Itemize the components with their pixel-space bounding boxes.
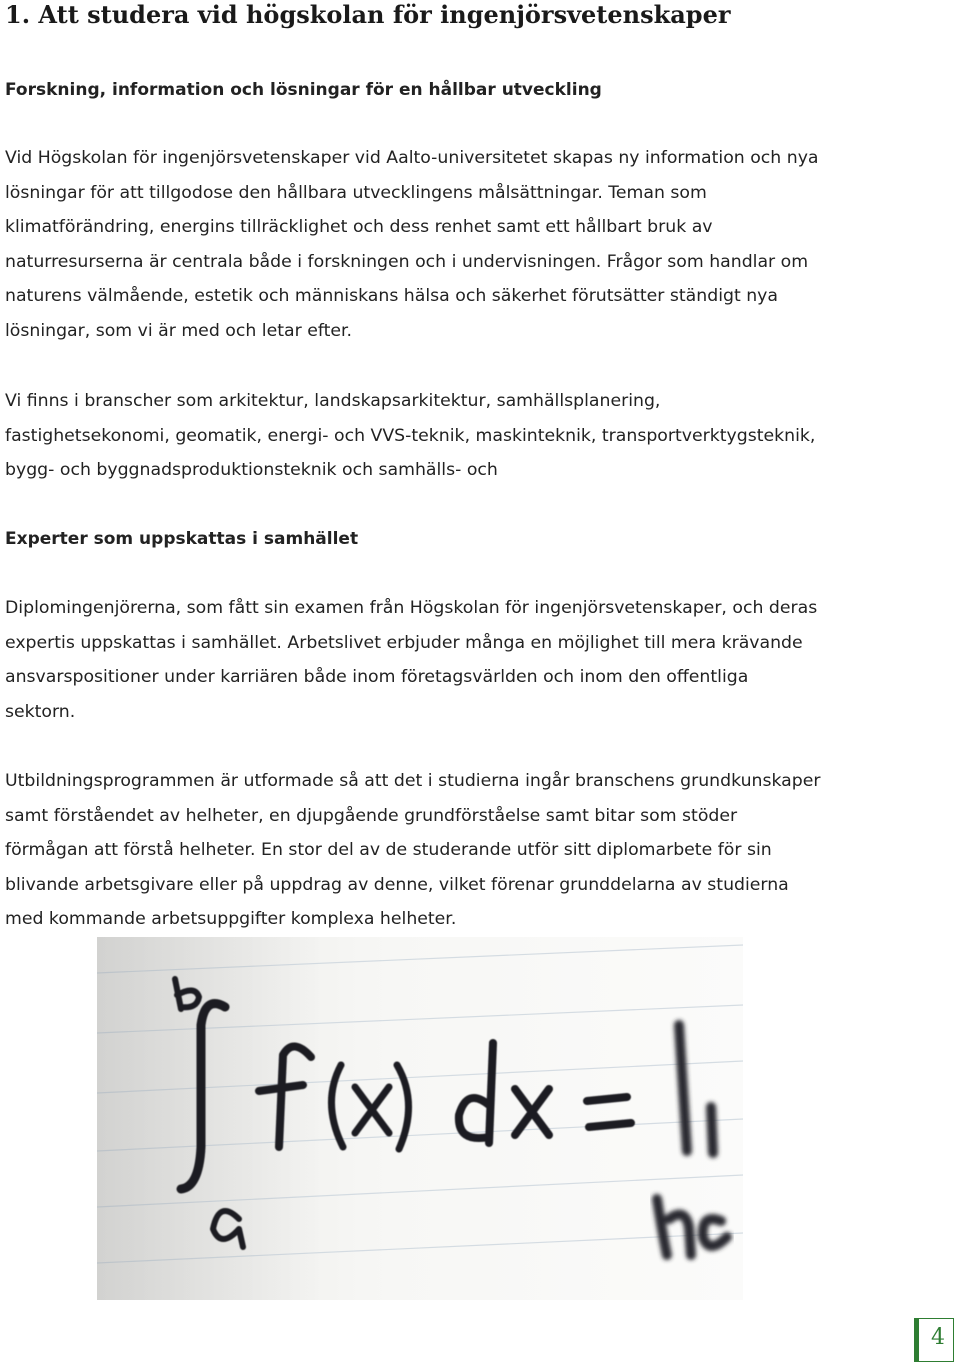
text-line: blivande arbetsgivare eller på uppdrag av denne, vilket förenar grunddelarna av studierna bbox=[5, 874, 789, 895]
text-line: lösningar för att tillgodose den hållbara utvecklingens målsättningar. Teman som bbox=[5, 182, 707, 203]
integral-photo bbox=[97, 937, 743, 1300]
text-line: expertis uppskattas i samhället. Arbetslivet erbjuder många en möjlighet till mera krävande bbox=[5, 632, 803, 653]
text-line: naturens välmående, estetik och människans hälsa och säkerhet förutsätter ständigt nya bbox=[5, 286, 778, 307]
text-line: bygg- och byggnadsproduktionsteknik och samhälls- och bbox=[5, 460, 498, 481]
text-line: Vid Högskolan för ingenjörsvetenskaper vid Aalto-universitetet skapas ny information och nya bbox=[5, 148, 819, 168]
paragraph-branches bbox=[5, 384, 940, 488]
page-number: 4 bbox=[931, 1325, 945, 1350]
paragraph-graduates bbox=[5, 591, 940, 729]
text-line: fastighetsekonomi, geomatik, energi- och VVS-teknik, maskinteknik, transportverktygsteknik, bbox=[5, 425, 816, 446]
section-title-research: Forskning, information och lösningar för en hållbar utveckling bbox=[5, 80, 602, 100]
page-heading: 1. Att studera vid högskolan för ingenjörsvetenskaper bbox=[5, 0, 731, 29]
text-line: sektorn. bbox=[5, 701, 76, 722]
page-number-box bbox=[914, 1318, 954, 1362]
text-line: lösningar, som vi är med och letar efter. bbox=[5, 320, 353, 341]
text-line: samt förståendet av helheter, en djupgående grundförståelse samt bitar som stöder bbox=[5, 805, 738, 826]
text-line: förmågan att förstå helheter. En stor del av de studerande utför sitt diplomarbete för sin bbox=[5, 840, 772, 861]
text-line: Utbildningsprogrammen är utformade så att det i studierna ingår branschens grundkunskaper bbox=[5, 771, 821, 791]
paragraph-programmes bbox=[5, 764, 940, 937]
paragraph-intro bbox=[5, 141, 940, 349]
text-line: klimatförändring, energins tillräcklighet och dess renhet samt ett hållbart bruk av bbox=[5, 217, 713, 238]
text-line: naturresurserna är centrala både i forskningen och i undervisningen. Frågor som handlar om bbox=[5, 251, 809, 272]
section-title-experts: Experter som uppskattas i samhället bbox=[5, 529, 359, 549]
text-line: Diplomingenjörerna, som fått sin examen från Högskolan för ingenjörsvetenskaper, och deras bbox=[5, 598, 818, 618]
text-line: ansvarspositioner under karriären både inom företagsvärlden och inom den offentliga bbox=[5, 667, 749, 688]
text-line: med kommande arbetsuppgifter komplexa helheter. bbox=[5, 909, 457, 930]
text-line: Vi finns i branscher som arkitektur, landskapsarkitektur, samhällsplanering, bbox=[5, 391, 661, 411]
